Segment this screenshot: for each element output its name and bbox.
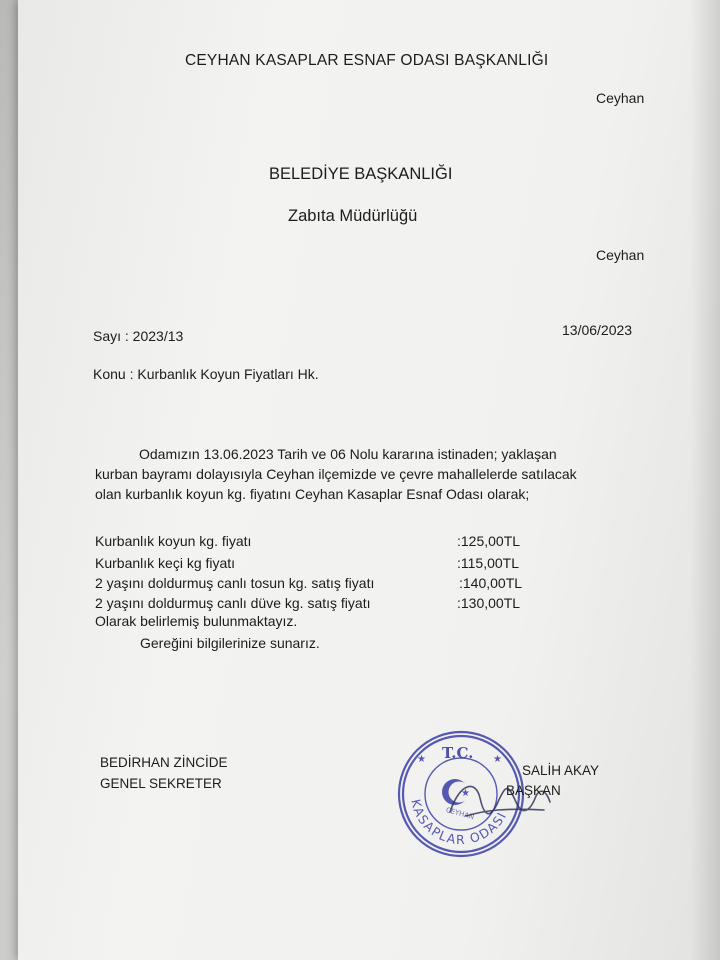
closing-line: Gereğini bilgilerinize sunarız. (140, 635, 320, 651)
price-label: 2 yaşını doldurmuş canlı düve kg. satış fiyatı (95, 595, 371, 611)
reference-number: Sayı : 2023/13 (93, 328, 184, 344)
price-label: 2 yaşını doldurmuş canlı tosun kg. satış fiyatı (95, 575, 375, 591)
body-line: olan kurbanlık koyun kg. fiyatını Ceyhan Kasaplar Esnaf Odası olarak; (95, 486, 530, 502)
stamp-ring-text: KASAPLAR ODASI (408, 797, 510, 848)
price-value: :125,00TL (457, 533, 521, 549)
signatory-right-title: BAŞKAN (506, 783, 561, 798)
stamp-center-text: CEYHAN (445, 806, 475, 822)
signatory-left-name: BEDİRHAN ZİNCİDE (100, 755, 228, 770)
body-line: kurban bayramı dolayısıyla Ceyhan ilçemizde ve çevre mahallelerde satılacak (95, 466, 577, 482)
body-paragraph (95, 444, 655, 504)
price-value: :130,00TL (457, 595, 521, 611)
price-value: :140,00TL (459, 575, 523, 591)
document-date: 13/06/2023 (562, 322, 633, 338)
document-page (18, 0, 720, 960)
city-recipient: Ceyhan (596, 247, 645, 263)
subject-line: Konu : Kurbanlık Koyun Fiyatları Hk. (93, 366, 319, 382)
stamp-star-icon: ★ (493, 754, 502, 765)
city-top: Ceyhan (596, 90, 645, 106)
price-label: Kurbanlık koyun kg. fiyatı (95, 533, 252, 549)
stamp-star-icon: ★ (417, 754, 426, 765)
body-line: Odamızın 13.06.2023 Tarih ve 06 Nolu kararına istinaden; yaklaşan (139, 446, 557, 462)
organization-header: CEYHAN KASAPLAR ESNAF ODASI BAŞKANLIĞI (185, 52, 549, 69)
signatory-left-title: GENEL SEKRETER (100, 776, 222, 791)
recipient-department: Zabıta Müdürlüğü (288, 207, 418, 225)
recipient-title: BELEDİYE BAŞKANLIĞI (269, 165, 453, 183)
signatory-right-name: SALİH AKAY (522, 763, 600, 778)
stamp-top-text: T.C. (442, 744, 474, 762)
price-value: :115,00TL (457, 555, 520, 571)
svg-text:★: ★ (461, 788, 470, 799)
closing-line: Olarak belirlemiş bulunmaktayız. (95, 613, 298, 629)
handwritten-signature (446, 772, 556, 832)
price-label: Kurbanlık keçi kg fiyatı (95, 555, 236, 571)
